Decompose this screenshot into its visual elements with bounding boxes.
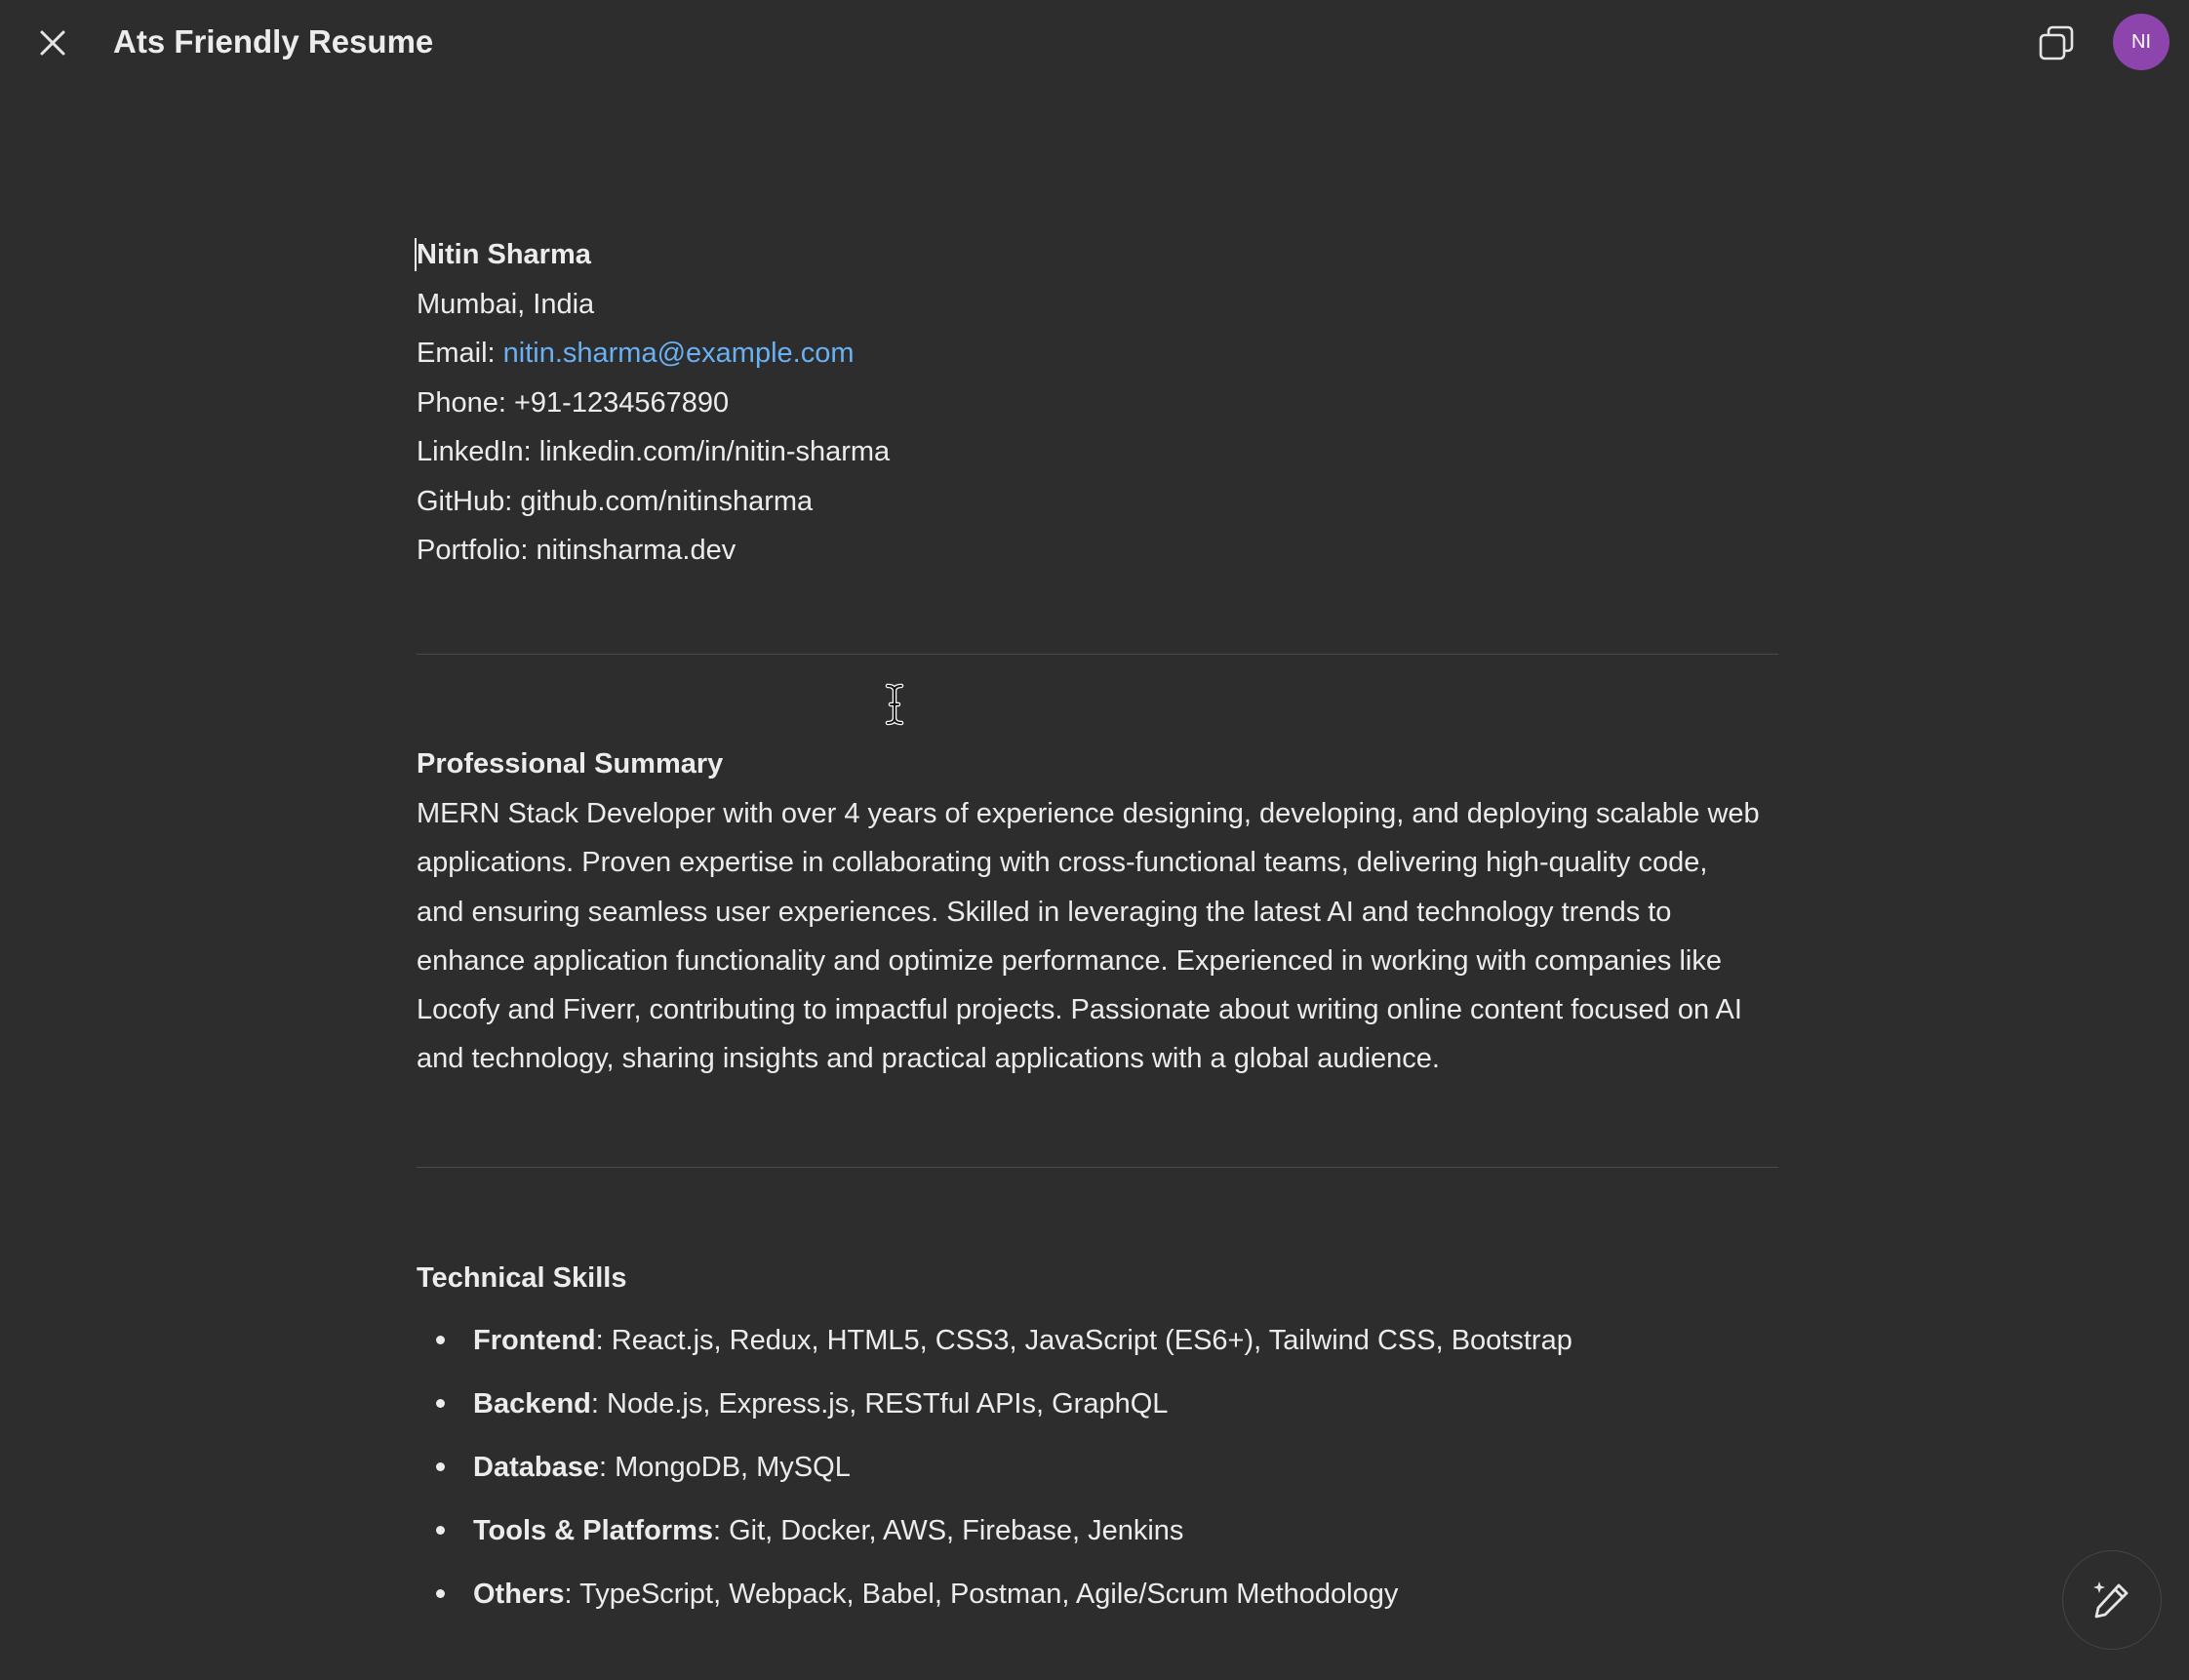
text-cursor-icon xyxy=(883,683,906,726)
close-icon xyxy=(38,28,67,58)
bullet xyxy=(436,1399,445,1408)
email-link[interactable]: nitin.sharma@example.com xyxy=(502,338,855,369)
summary-line: Locofy and Fiverr, contributing to impactful projects. Passionate about writing online content focused on AI xyxy=(417,994,1742,1026)
resume-location: Mumbai, India xyxy=(417,288,595,320)
resume-email xyxy=(417,329,1778,379)
resume-linkedin: LinkedIn: linkedin.com/in/nitin-sharma xyxy=(417,436,891,467)
summary-line: MERN Stack Developer with over 4 years of experience designing, developing, and deploying scalable web xyxy=(417,798,1760,829)
copy-icon xyxy=(2038,24,2075,61)
skill-item xyxy=(417,1443,1572,1506)
skill-name: Frontend xyxy=(473,1325,596,1356)
skill-value: : MongoDB, MySQL xyxy=(598,1452,851,1483)
skill-name: Database xyxy=(473,1452,599,1483)
resume-phone: Phone: +91-1234567890 xyxy=(417,386,730,419)
skill-item xyxy=(417,1316,1572,1380)
summary-heading: Professional Summary xyxy=(417,748,724,780)
avatar[interactable]: NI xyxy=(2113,14,2169,70)
edit-sparkle-icon xyxy=(2090,1578,2134,1622)
skill-value: : TypeScript, Webpack, Babel, Postman, Agile/Scrum Methodology xyxy=(564,1579,1399,1610)
summary-line: and technology, sharing insights and practical applications with a global audience. xyxy=(417,1043,1440,1075)
skill-name: Backend xyxy=(473,1388,591,1420)
bullet xyxy=(436,1589,445,1598)
skill-value: : Node.js, Express.js, RESTful APIs, GraphQL xyxy=(590,1388,1169,1420)
resume-github: GitHub: github.com/nitinsharma xyxy=(417,485,814,517)
divider xyxy=(417,1167,1778,1168)
divider xyxy=(417,654,1778,655)
skill-value: : Git, Docker, AWS, Firebase, Jenkins xyxy=(713,1515,1184,1546)
skill-value: : React.js, Redux, HTML5, CSS3, JavaScript (ES6+), Tailwind CSS, Bootstrap xyxy=(595,1325,1572,1356)
summary-line: applications. Proven expertise in collaborating with cross-functional teams, delivering high-quality code, xyxy=(417,847,1708,879)
summary-line: enhance application functionality and optimize performance. Experienced in working with companies like xyxy=(417,944,1722,977)
top-bar xyxy=(0,0,2189,84)
skill-item xyxy=(417,1380,1572,1443)
email-label: Email: xyxy=(417,338,503,369)
text-caret xyxy=(415,238,417,271)
skill-name: Tools & Platforms xyxy=(473,1515,713,1546)
bullet xyxy=(436,1462,445,1471)
resume-name[interactable]: Nitin Sharma xyxy=(417,239,591,270)
skills-list xyxy=(417,1316,1572,1633)
summary-line: and ensuring seamless user experiences. Skilled in leveraging the latest AI and technology trends to xyxy=(417,896,1672,928)
skills-heading: Technical Skills xyxy=(417,1262,627,1294)
copy-button[interactable] xyxy=(2033,20,2080,66)
contact-block xyxy=(417,230,1778,576)
summary-text xyxy=(417,789,1782,1084)
close-button[interactable] xyxy=(29,20,76,66)
document-title: Ats Friendly Resume xyxy=(113,23,434,60)
skill-item xyxy=(417,1570,1572,1633)
resume-portfolio: Portfolio: nitinsharma.dev xyxy=(417,535,736,566)
skill-item xyxy=(417,1506,1572,1570)
bullet xyxy=(436,1336,445,1344)
edit-button[interactable] xyxy=(2062,1550,2162,1650)
skill-name: Others xyxy=(473,1579,565,1610)
bullet xyxy=(436,1526,445,1535)
